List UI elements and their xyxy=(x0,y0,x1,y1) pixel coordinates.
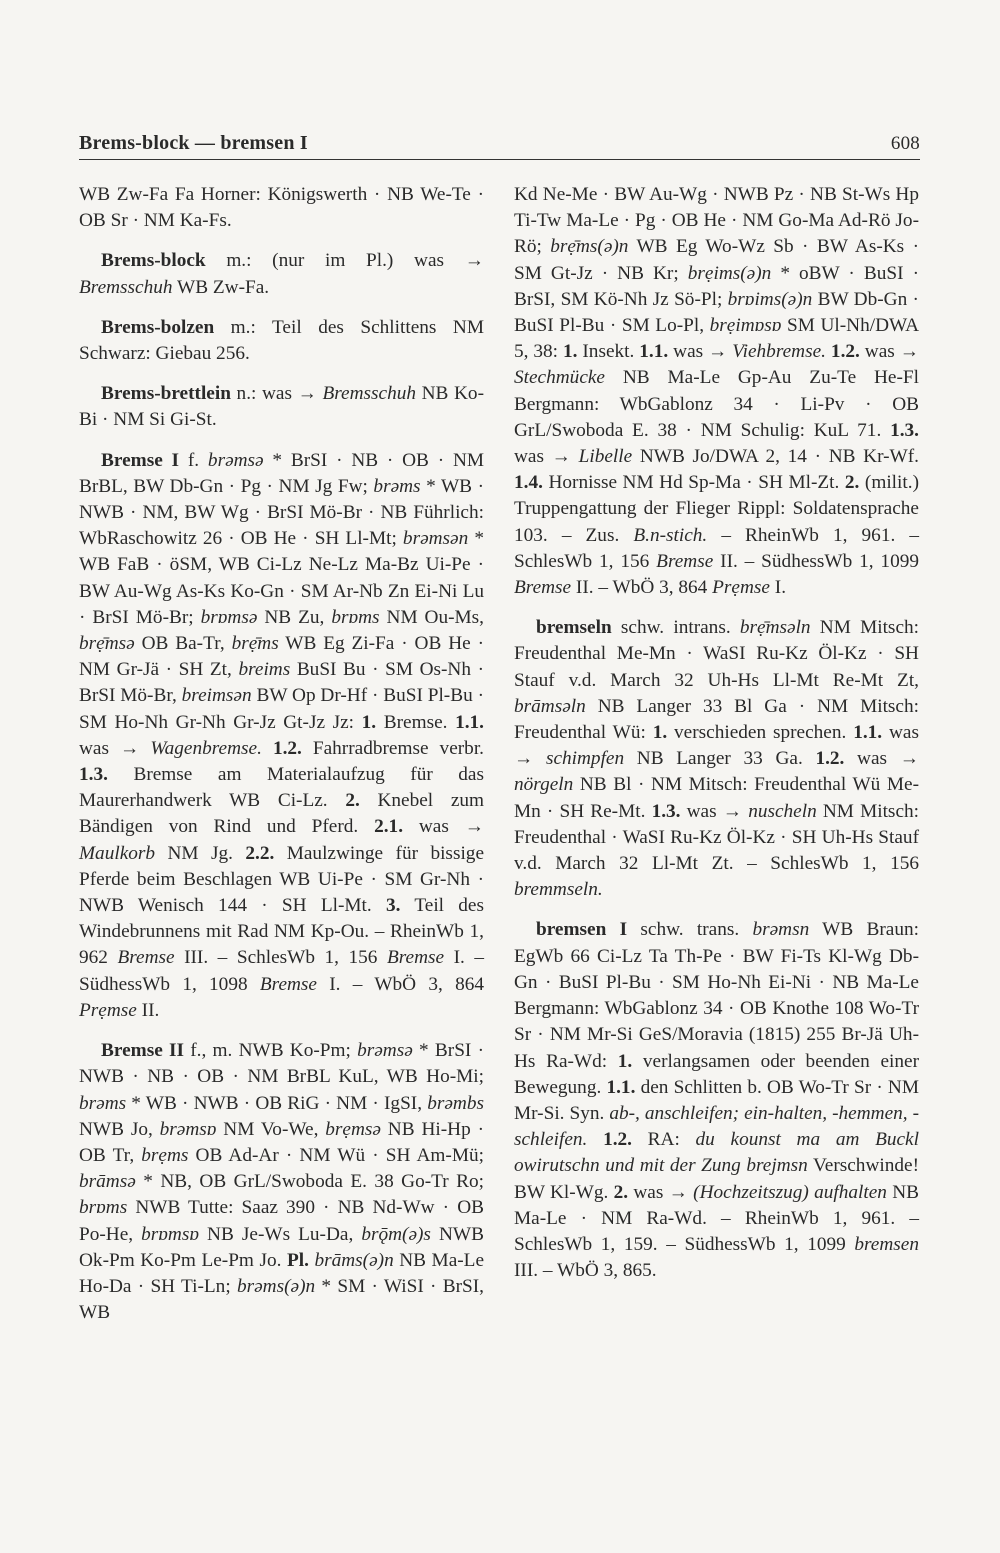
dictionary-entry xyxy=(79,182,484,234)
entry-body: Kd Ne-Me · BW Au-Wg · NWB Pz · NB St-Ws Hp Ti-Tw Ma-Le · Pg · OB He · NM Go-Ma Ad-Rö Jo-Rö; brẹ̄ms(ə)n WB Eg Wo-Wz Sb · BW As-Ks · SM Gt-Jz · NB Kr; brẹims(ə)n * oBW · BuSI · BrSI, SM Kö-Nh Jz Sö-Pl; brɒims(ə)n BW Db-Gn · BuSI Pl-Bu · SM Lo-Pl, brẹimɒsɒ SM Ul-Nh/DWA 5, 38: 1. Insekt. 1.1. was → Viehbremse. 1.2. was → Stechmücke NB Ma-Le Gp-Au Zu-Te He-Fl Bergmann: WbGablonz 34 · Li-Pv · OB GrL/Swoboda E. 38 · NM Schulig: KuL 71. 1.3. was → Libelle NWB Jo/DWA 2, 14 · NB Kr-Wf. 1.4. Hornisse NM Hd Sp-Ma · SH Ml-Zt. 2. (milit.) Truppengattung der Flieger Rippl: Soldatensprache 103. – Zus. B.n-stich. – RheinWb 1, 961. – SchlesWb 1, 156 Bremse II. – SüdhessWb 1, 1099 Bremse II. – WbÖ 3, 864 Prẹmse I. xyxy=(514,184,920,599)
dictionary-entry xyxy=(514,615,919,903)
dictionary-entry xyxy=(514,182,919,601)
entry-lemma: Brems-block xyxy=(101,250,206,272)
entry-body: m.: Teil des Schlittens NM Schwarz: Giebau 256. xyxy=(79,316,484,365)
dictionary-entry xyxy=(79,1038,484,1326)
page-number: 608 xyxy=(890,133,920,154)
entry-body: WB Zw-Fa Fa Horner: Königswerth · NB We-Te · OB Sr · NM Ka-Fs. xyxy=(79,184,484,232)
entry-lemma: Bremse I xyxy=(101,449,180,471)
entry-body: f. brəmsə * BrSI · NB · OB · NM BrBL, BW Db-Gn · Pg · NM Jg Fw; brəms * WB · NWB · NM, BW Wg · BrSI Mö-Br · NB Führlich: WbRaschowitz 26 · OB He · SH Ll-Mt; brəmsən * WB FaB · öSM, WB Ci-Lz Ne-Lz Ma-Bz Ui-Pe · BW Au-Wg As-Ks Ko-Gn · SM Ar-Nb Zn Ei-Ni Lu · BrSI Mö-Br; brɒmsə NB Zu, brɒms NM Ou-Ms, brẹ̄msə OB Ba-Tr, brẹ̄ms WB Eg Zi-Fa · OB He · NM Gr-Jä · SH Zt, breims BuSI Bu · SM Os-Nh · BrSI Mö-Br, breimsən BW Op Dr-Hf · BuSI Pl-Bu · SM Ho-Nh Gr-Nh Gr-Jz Gt-Jz Jz: 1. Bremse. 1.1. was → Wagenbremse. 1.2. Fahrradbremse verbr. 1.3. Bremse am Materialaufzug für das Maurerhandwerk WB Ci-Lz. 2. Knebel zum Bändigen von Rind und Pferd. 2.1. was → Maulkorb NM Jg. 2.2. Maulzwinge für bissige Pferde beim Beschlagen WB Ui-Pe · SM Gr-Nh · NWB Wenisch 144 · SH Ll-Mt. 3. Teil des Windebrunnens mit Rad NM Kp-Ou. – RheinWb 1, 962 Bremse III. – SchlesWb 1, 156 Bremse I. – SüdhessWb 1, 1098 Bremse I. – WbÖ 3, 864 Prẹmse II. xyxy=(79,449,485,1021)
dictionary-entry xyxy=(79,448,484,1024)
entry-body: f., m. NWB Ko-Pm; brəmsə * BrSI · NWB · NB · OB · NM BrBL KuL, WB Ho-Mi; brəms * WB · NWB · OB RiG · NM · IgSI, brəmbs NWB Jo, brəmsɒ NM Vo-We, brẹmsə NB Hi-Hp · OB Tr, brẹms OB Ad-Ar · NM Wü · SH Am-Mü; brāmsə * NB, OB GrL/Swoboda E. 38 Go-Tr Ro; brɒms NWB Tutte: Saaz 390 · NB Nd-Ww · OB Po-He, brɒmsɒ NB Je-Ws Lu-Da, brǭm(ə)s NWB Ok-Pm Ko-Pm Le-Pm Jo. Pl. brāms(ə)n NB Ma-Le Ho-Da · SH Ti-Ln; brəms(ə)n * SM · WiSI · BrSI, WB xyxy=(79,1040,485,1324)
entry-body: n.: was → Bremsschuh NB Ko-Bi · NM Si Gi-St. xyxy=(79,383,484,431)
right-column xyxy=(514,182,919,1298)
entry-lemma: Brems-brettlein xyxy=(101,383,231,405)
header-rule xyxy=(79,159,920,160)
entry-lemma: bremsen I xyxy=(536,919,628,941)
entry-lemma: Bremse II xyxy=(101,1040,184,1062)
left-column xyxy=(79,182,484,1340)
dictionary-entry xyxy=(79,315,484,367)
entry-body: schw. trans. brəmsn WB Braun: EgWb 66 Ci-Lz Ta Th-Pe · BW Fi-Ts Kl-Wg Db-Gn · BuSI Pl-Bu · SM Ho-Nh Ei-Ni · NB Ma-Le Bergmann: WbGablonz 34 · OB Knothe 108 Wo-Tr Sr · NM Mr-Si GeS/Moravia (1815) 255 Br-Jä Uh-Hs Ra-Wd: 1. verlangsamen oder beenden einer Bewegung. 1.1. den Schlitten b. OB Wo-Tr Sr · NM Mr-Si. Syn. ab-, anschleifen; ein-halten, -hemmen, -schleifen. 1.2. RA: du kounst ma am Buckl owirutschn und mit der Zung brejmsn Verschwinde! BW Kl-Wg. 2. was → (Hochzeitszug) aufhalten NB Ma-Le · NM Ra-Wd. – RheinWb 1, 961. – SchlesWb 1, 159. – SüdhessWb 1, 1099 bremsen III. – WbÖ 3, 865. xyxy=(514,919,920,1282)
entry-lemma: Brems-bolzen xyxy=(101,316,215,338)
dictionary-entry xyxy=(514,917,919,1284)
dictionary-entry xyxy=(79,248,484,300)
entry-lemma: bremseln xyxy=(536,617,612,639)
entry-body: schw. intrans. brẹ̄msəln NM Mitsch: Freudenthal Me-Mn · WaSI Ru-Kz Öl-Kz · SH Stauf v.d. March 32 Uh-Hs Ll-Mt Re-Mt Zt, brāmsəln NB Langer 33 Bl Ga · NM Mitsch: Freudenthal Wü: 1. verschieden sprechen. 1.1. was → schimpfen NB Langer 33 Ga. 1.2. was → nörgeln NB Bl · NM Mitsch: Freudenthal Wü Me-Mn · SH Re-Mt. 1.3. was → nuscheln NM Mitsch: Freudenthal · WaSI Ru-Kz Öl-Kz · SH Uh-Hs Stauf v.d. March 32 Ll-Mt Zt. – SchlesWb 1, 156 bremmseln. xyxy=(514,617,919,901)
running-header xyxy=(79,132,920,155)
dictionary-entry xyxy=(79,381,484,433)
entry-body: m.: (nur im Pl.) was → Bremsschuh WB Zw-Fa. xyxy=(79,250,484,298)
running-title: Brems-block — bremsen I xyxy=(79,132,308,154)
